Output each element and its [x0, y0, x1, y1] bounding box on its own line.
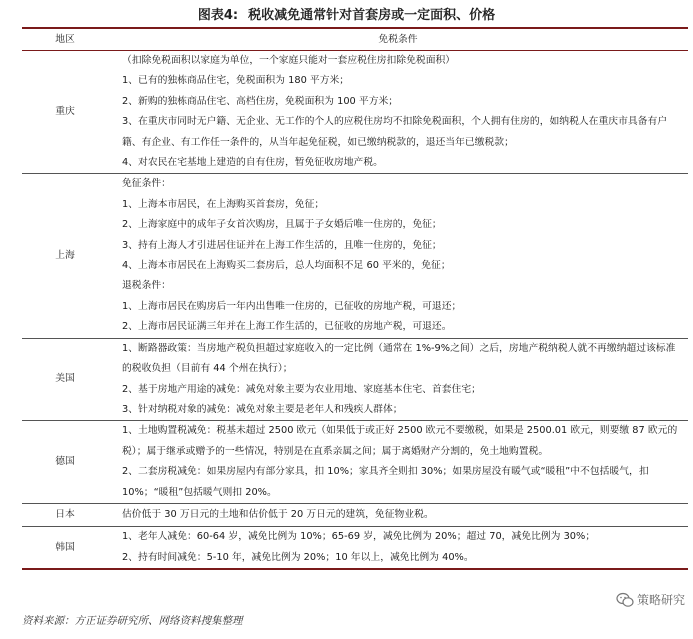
region-cell: 重庆 — [22, 51, 108, 174]
watermark — [616, 591, 685, 608]
condition-line: 2、二套房税减免：如果房屋内有部分家具，扣 10%；家具齐全则扣 30%；如果房屋没有暖气或“暖租”中不包括暖气，扣 10%；“暖租”包括暖气则扣 20%。 — [122, 466, 649, 498]
table-row — [22, 51, 688, 174]
watermark-text: 策略研究 — [636, 593, 685, 607]
condition-line: 退税条件： — [122, 280, 171, 292]
table-row — [22, 503, 688, 526]
condition-line: 1、土地购置税减免：税基未超过 2500 欧元（如果低于或正好 2500 欧元不要缴税，如果是 2500.01 欧元，则要缴 87 欧元的税）；属于继承或赠予的一些情况，特别是在直系亲属之间；属于离婚财产分割的，免土地购置税。 — [122, 425, 678, 457]
header-region: 地区 — [22, 28, 108, 51]
condition-line: 3、针对纳税对象的减免：减免对象主要是老年人和残疾人群体； — [122, 403, 403, 415]
condition-line: 2、上海市居民证满三年并在上海工作生活的，已征收的房地产税，可退还。 — [122, 321, 452, 333]
condition-cell — [108, 51, 688, 174]
condition-cell — [108, 338, 688, 421]
condition-cell — [108, 527, 688, 569]
condition-line: 4、对农民在宅基地上建造的自有住房，暂免征收房地产税。 — [122, 157, 383, 169]
condition-line: 免征条件： — [122, 178, 171, 190]
condition-line: 1、上海本市居民，在上海购买首套房，免征； — [122, 198, 325, 210]
condition-line: （扣除免税面积以家庭为单位，一个家庭只能对一套应税住房扣除免税面积） — [122, 55, 456, 66]
condition-line: 3、持有上海人才引进居住证并在上海工作生活的，且唯一住房的，免征； — [122, 239, 442, 251]
condition-cell — [108, 421, 688, 504]
wechat-icon — [616, 592, 634, 608]
region-cell: 日本 — [22, 503, 108, 526]
table-row — [22, 527, 688, 569]
condition-line: 2、基于房地产用途的减免：减免对象主要为农业用地、家庭基本住宅、首套住宅； — [122, 383, 481, 395]
source-note: 资料来源：方正证券研究所、网络资料搜集整理 — [22, 615, 243, 627]
table-row — [22, 421, 688, 504]
table-row — [22, 174, 688, 338]
region-cell: 德国 — [22, 421, 108, 504]
condition-line: 1、断路器政策：当房地产税负担超过家庭收入的一定比例（通常在 1%-9%之间）之后，房地产税纳税人就不再缴纳超过该标准的税收负担（目前有 44 个州在执行）； — [122, 342, 676, 375]
table-body — [22, 51, 688, 570]
condition-line: 3、在重庆市同时无户籍、无企业、无工作的个人的应税住房均不扣除免税面积，个人拥有住房的，如纳税人在重庆市具备有户籍、有企业、有工作任一条件的，从当年起免征税，如已缴纳税款的，退还当年已缴税款； — [122, 116, 668, 148]
figure-number: 图表4: — [197, 8, 239, 23]
condition-line: 1、老年人减免：60-64 岁，减免比例为 10%；65-69 岁，减免比例为 20%；超过 70，减免比例为 30%； — [122, 531, 596, 543]
tax-exemption-table — [22, 27, 688, 570]
header-condition: 免税条件 — [108, 28, 688, 51]
condition-line: 1、已有的独栋商品住宅，免税面积为 180 平方米； — [122, 75, 350, 87]
region-cell: 美国 — [22, 338, 108, 421]
condition-line: 1、上海市居民在购房后一年内出售唯一住房的，已征收的房地产税，可退还； — [122, 300, 462, 312]
condition-cell — [108, 174, 688, 338]
region-cell: 上海 — [22, 174, 108, 338]
condition-line: 4、上海本市居民在上海购买二套房后，总人均面积不足 60 平米的，免征； — [122, 260, 451, 272]
table-row — [22, 338, 688, 421]
condition-cell — [108, 503, 688, 526]
condition-line: 估价低于 30 万日元的土地和估价低于 20 万日元的建筑，免征物业税。 — [122, 508, 434, 520]
table-header-row — [22, 28, 688, 51]
figure-caption: 税收减免通常针对首套房或一定面积、价格 — [248, 8, 496, 23]
condition-line: 2、上海家庭中的成年子女首次购房，且属于子女婚后唯一住房的，免征； — [122, 219, 442, 231]
condition-line: 2、持有时间减免：5-10 年，减免比例为 20%；10 年以上，减免比例为 40%。 — [122, 551, 474, 563]
figure-title — [0, 4, 693, 23]
region-cell: 韩国 — [22, 527, 108, 569]
condition-line: 2、新购的独栋商品住宅、高档住房，免税面积为 100 平方米； — [122, 95, 399, 107]
